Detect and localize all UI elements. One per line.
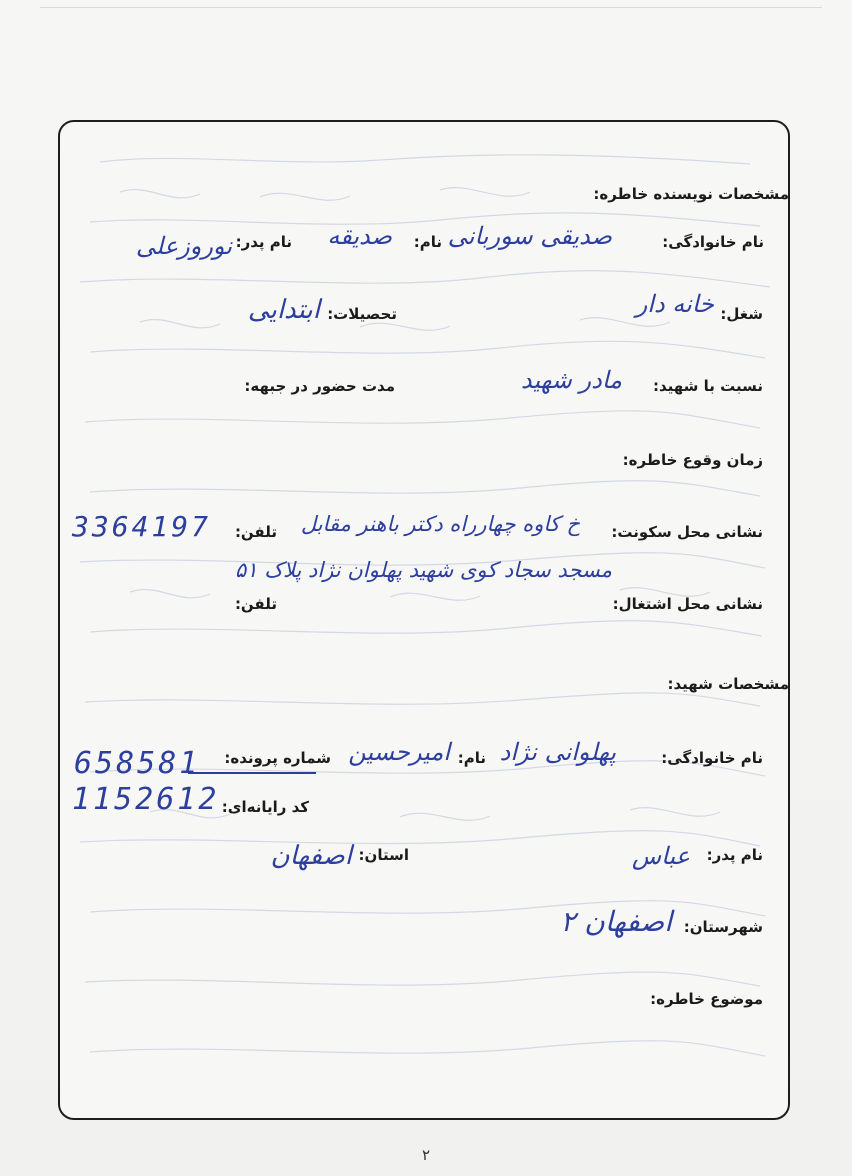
bleed-through-texture bbox=[60, 122, 790, 1120]
writer-father-label: نام پدر: bbox=[235, 233, 292, 251]
writer-work-address-label: نشانی محل اشتغال: bbox=[612, 595, 763, 613]
martyr-computer-code-value: 1152612 bbox=[72, 782, 220, 817]
form-frame bbox=[58, 120, 790, 1120]
martyr-father-value: عباس bbox=[631, 842, 690, 870]
martyr-city-label: شهرستان: bbox=[683, 918, 763, 936]
writer-front-duration-label: مدت حضور در جبهه: bbox=[244, 377, 395, 395]
writer-name-value: صدیقه bbox=[327, 222, 392, 250]
martyr-family-value: پهلوانی نژاد bbox=[499, 738, 616, 766]
writer-home-phone-value: 3364197 bbox=[72, 510, 212, 543]
file-number-underline bbox=[188, 772, 316, 774]
martyr-section-heading: مشخصات شهید: bbox=[667, 675, 789, 693]
martyr-province-value: اصفهان bbox=[270, 841, 352, 871]
writer-work-phone-label: تلفن: bbox=[234, 595, 277, 613]
martyr-file-number-label: شماره پرونده: bbox=[224, 749, 331, 767]
martyr-computer-code-label: کد رایانه‌ای: bbox=[221, 798, 309, 816]
martyr-name-value: امیرحسین bbox=[348, 738, 450, 766]
writer-family-label: نام خانوادگی: bbox=[662, 233, 764, 251]
writer-relation-label: نسبت با شهید: bbox=[652, 377, 763, 395]
writer-home-address-line1: خ کاوه چهارراه دکتر باهنر مقابل bbox=[300, 512, 580, 536]
writer-education-value: ابتدایی bbox=[247, 295, 320, 325]
writer-section-heading: مشخصات نویسنده خاطره: bbox=[593, 185, 789, 203]
writer-name-label: نام: bbox=[413, 233, 442, 251]
martyr-father-label: نام پدر: bbox=[706, 846, 763, 864]
writer-father-value: نوروزعلی bbox=[135, 232, 232, 260]
writer-education-label: تحصیلات: bbox=[327, 305, 397, 323]
top-edge-line bbox=[40, 7, 822, 8]
martyr-file-number-value: 658581 bbox=[74, 746, 201, 781]
page-number: ۲ bbox=[422, 1146, 431, 1164]
martyr-province-label: استان: bbox=[358, 846, 409, 864]
writer-home-phone-label: تلفن: bbox=[234, 523, 277, 541]
writer-relation-value: مادر شهید bbox=[520, 366, 622, 394]
writer-job-label: شغل: bbox=[720, 305, 763, 323]
writer-memory-time-label: زمان وقوع خاطره: bbox=[622, 451, 763, 469]
martyr-name-label: نام: bbox=[457, 749, 486, 767]
martyr-memory-subject-label: موضوع خاطره: bbox=[650, 990, 763, 1008]
writer-home-address-line2: مسجد سجاد کوی شهید پهلوان نژاد پلاک ۵۱ bbox=[234, 558, 612, 582]
writer-home-address-label: نشانی محل سکونت: bbox=[611, 523, 763, 541]
martyr-family-label: نام خانوادگی: bbox=[661, 749, 763, 767]
writer-job-value: خانه دار bbox=[635, 290, 714, 318]
martyr-city-value: اصفهان ۲ bbox=[560, 905, 672, 938]
writer-family-value: صدیقی سوربانی bbox=[447, 222, 612, 250]
